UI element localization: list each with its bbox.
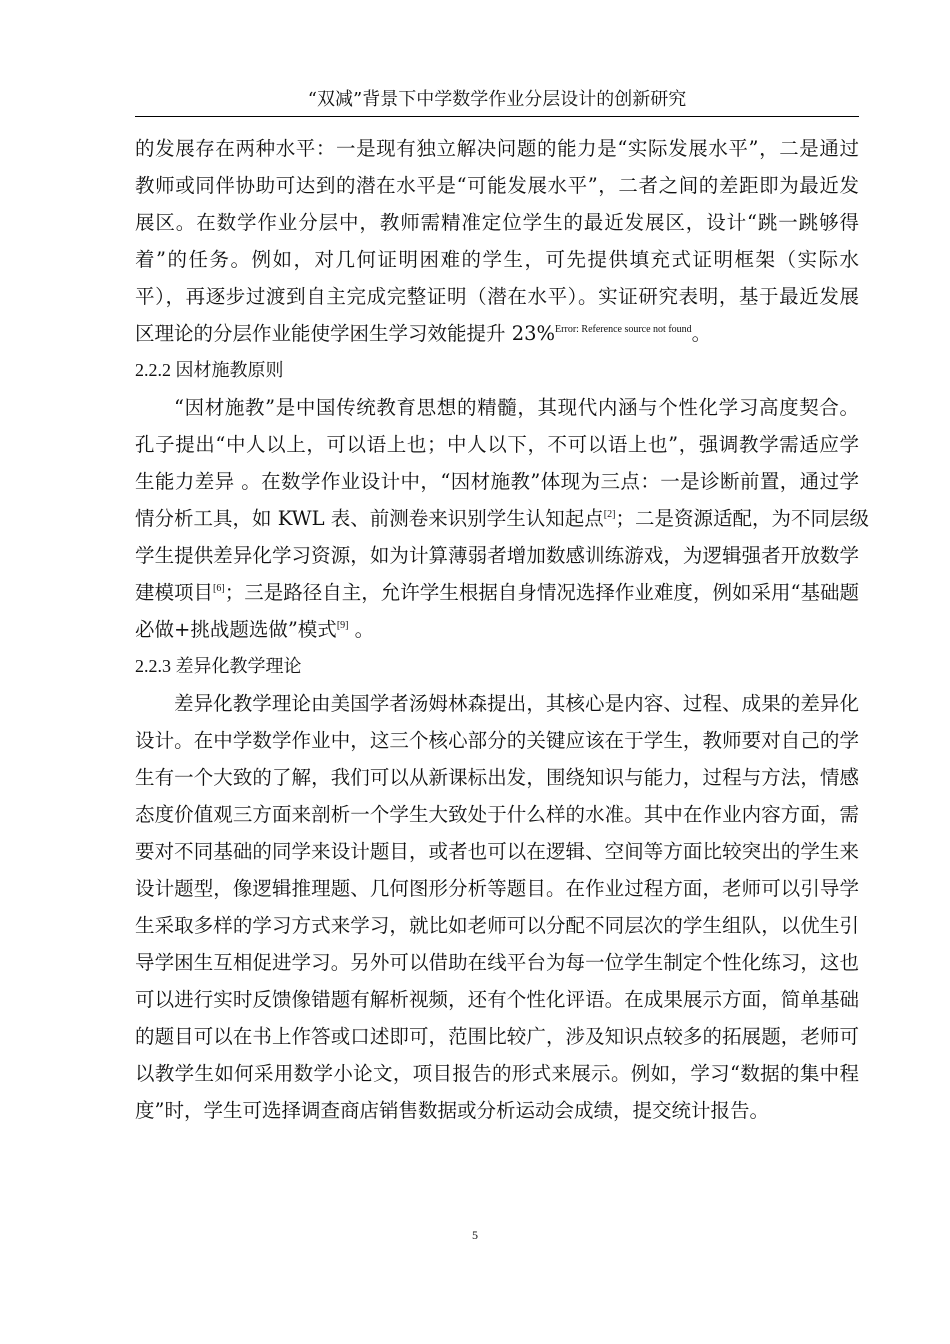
reference-error-note: Error: Reference source not found [555,324,692,335]
text-line: 孔子提出“中人以上，可以语上也；中人以下，不可以语上也”，强调教学需适应学 [135,433,859,456]
section-heading-2-2-2: 2.2.2 因材施教原则 [135,360,284,380]
page-number: 5 [472,1228,478,1242]
text-line: 教师或同伴协助可达到的潜在水平是“可能发展水平”，二者之间的差距即为最近发 [135,174,859,197]
text-line: 着”的任务。例如，对几何证明困难的学生，可先提供填充式证明框架（实际水 [135,248,859,271]
text-line: 度”时，学生可选择调查商店销售数据或分析运动会成绩，提交统计报告。 [135,1099,769,1122]
text-line [135,315,859,352]
paragraph-teaching-by-aptitude [135,389,869,648]
text-line: 学生提供差异化学习资源，如为计算薄弱者增加数感训练游戏，为逻辑强者开放数学 [135,544,859,567]
citation: [6] [213,583,225,594]
text-span: 情分析工具，如 KWL 表、前测卷来识别学生认知起点 [135,507,604,530]
text-line: 导学困生互相促进学习。另外可以借助在线平台为每一位学生制定个性化练习，这也 [135,951,859,974]
text-line: 生采取多样的学习方式来学习，就比如老师可以分配不同层次的学生组队，以优生引 [135,914,859,937]
citation: [2] [603,509,616,520]
text-line: 态度价值观三方面来剖析一个学生大致处于什么样的水准。其中在作业内容方面，需 [135,803,859,826]
text-line: 生能力差异 。在数学作业设计中，“因材施教”体现为三点：一是诊断前置，通过学 [135,470,859,493]
text-span: ；三是路径自主，允许学生根据自身情况选择作业难度，例如采用“基础题 [224,581,859,604]
paragraph-zpd [135,130,859,352]
text-line: 差异化教学理论由美国学者汤姆林森提出，其核心是内容、过程、成果的差异化 [174,692,859,715]
text-line: “因材施教”是中国传统教育思想的精髓，其现代内涵与个性化学习高度契合。 [174,396,859,419]
text-line: 的题目可以在书上作答或口述即可，范围比较广，涉及知识点较多的拓展题，老师可 [135,1025,859,1048]
text-line: 的发展存在两种水平：一是现有独立解决问题的能力是“实际发展水平”，二是通过 [135,137,859,160]
citation: [9] [336,620,349,631]
text-line: 展区。在数学作业分层中，教师需精准定位学生的最近发展区，设计“跳一跳够得 [135,211,859,234]
text-line: 要对不同基础的同学来设计题目，或者也可以在逻辑、空间等方面比较突出的学生来 [135,840,859,863]
paragraph-differentiated-instruction [135,685,859,1129]
body-text [135,130,869,1129]
text-span: 建模项目 [135,581,214,604]
text-line: 生有一个大致的了解，我们可以从新课标出发，围绕知识与能力，过程与方法，情感 [135,766,859,789]
text-span: 必做+挑战题选做”模式 [135,618,337,641]
text-span: 。 [691,322,712,345]
text-line: 设计。在中学数学作业中，这三个核心部分的关键应该在于学生，教师要对自己的学 [135,729,859,752]
running-header: “双减”背景下中学数学作业分层设计的创新研究 [135,86,859,117]
text-span: ；二是资源适配，为不同层级 [615,507,869,530]
text-line: 平），再逐步过渡到自主完成完整证明（潜在水平）。实证研究表明，基于最近发展 [135,285,859,308]
text-line: 可以进行实时反馈像错题有解析视频，还有个性化评语。在成果展示方面，简单基础 [135,988,859,1011]
text-line: 以教学生如何采用数学小论文，项目报告的形式来展示。例如，学习“数据的集中程 [135,1062,859,1085]
text-line [135,611,859,648]
text-line: 设计题型，像逻辑推理题、几何图形分析等题目。在作业过程方面，老师可以引导学 [135,877,859,900]
text-line [135,500,869,537]
text-span: 。 [348,618,375,641]
section-heading-2-2-3: 2.2.3 差异化教学理论 [135,656,302,676]
text-span: 区理论的分层作业能使学困生学习效能提升 23% [135,322,556,345]
text-line [135,574,859,611]
